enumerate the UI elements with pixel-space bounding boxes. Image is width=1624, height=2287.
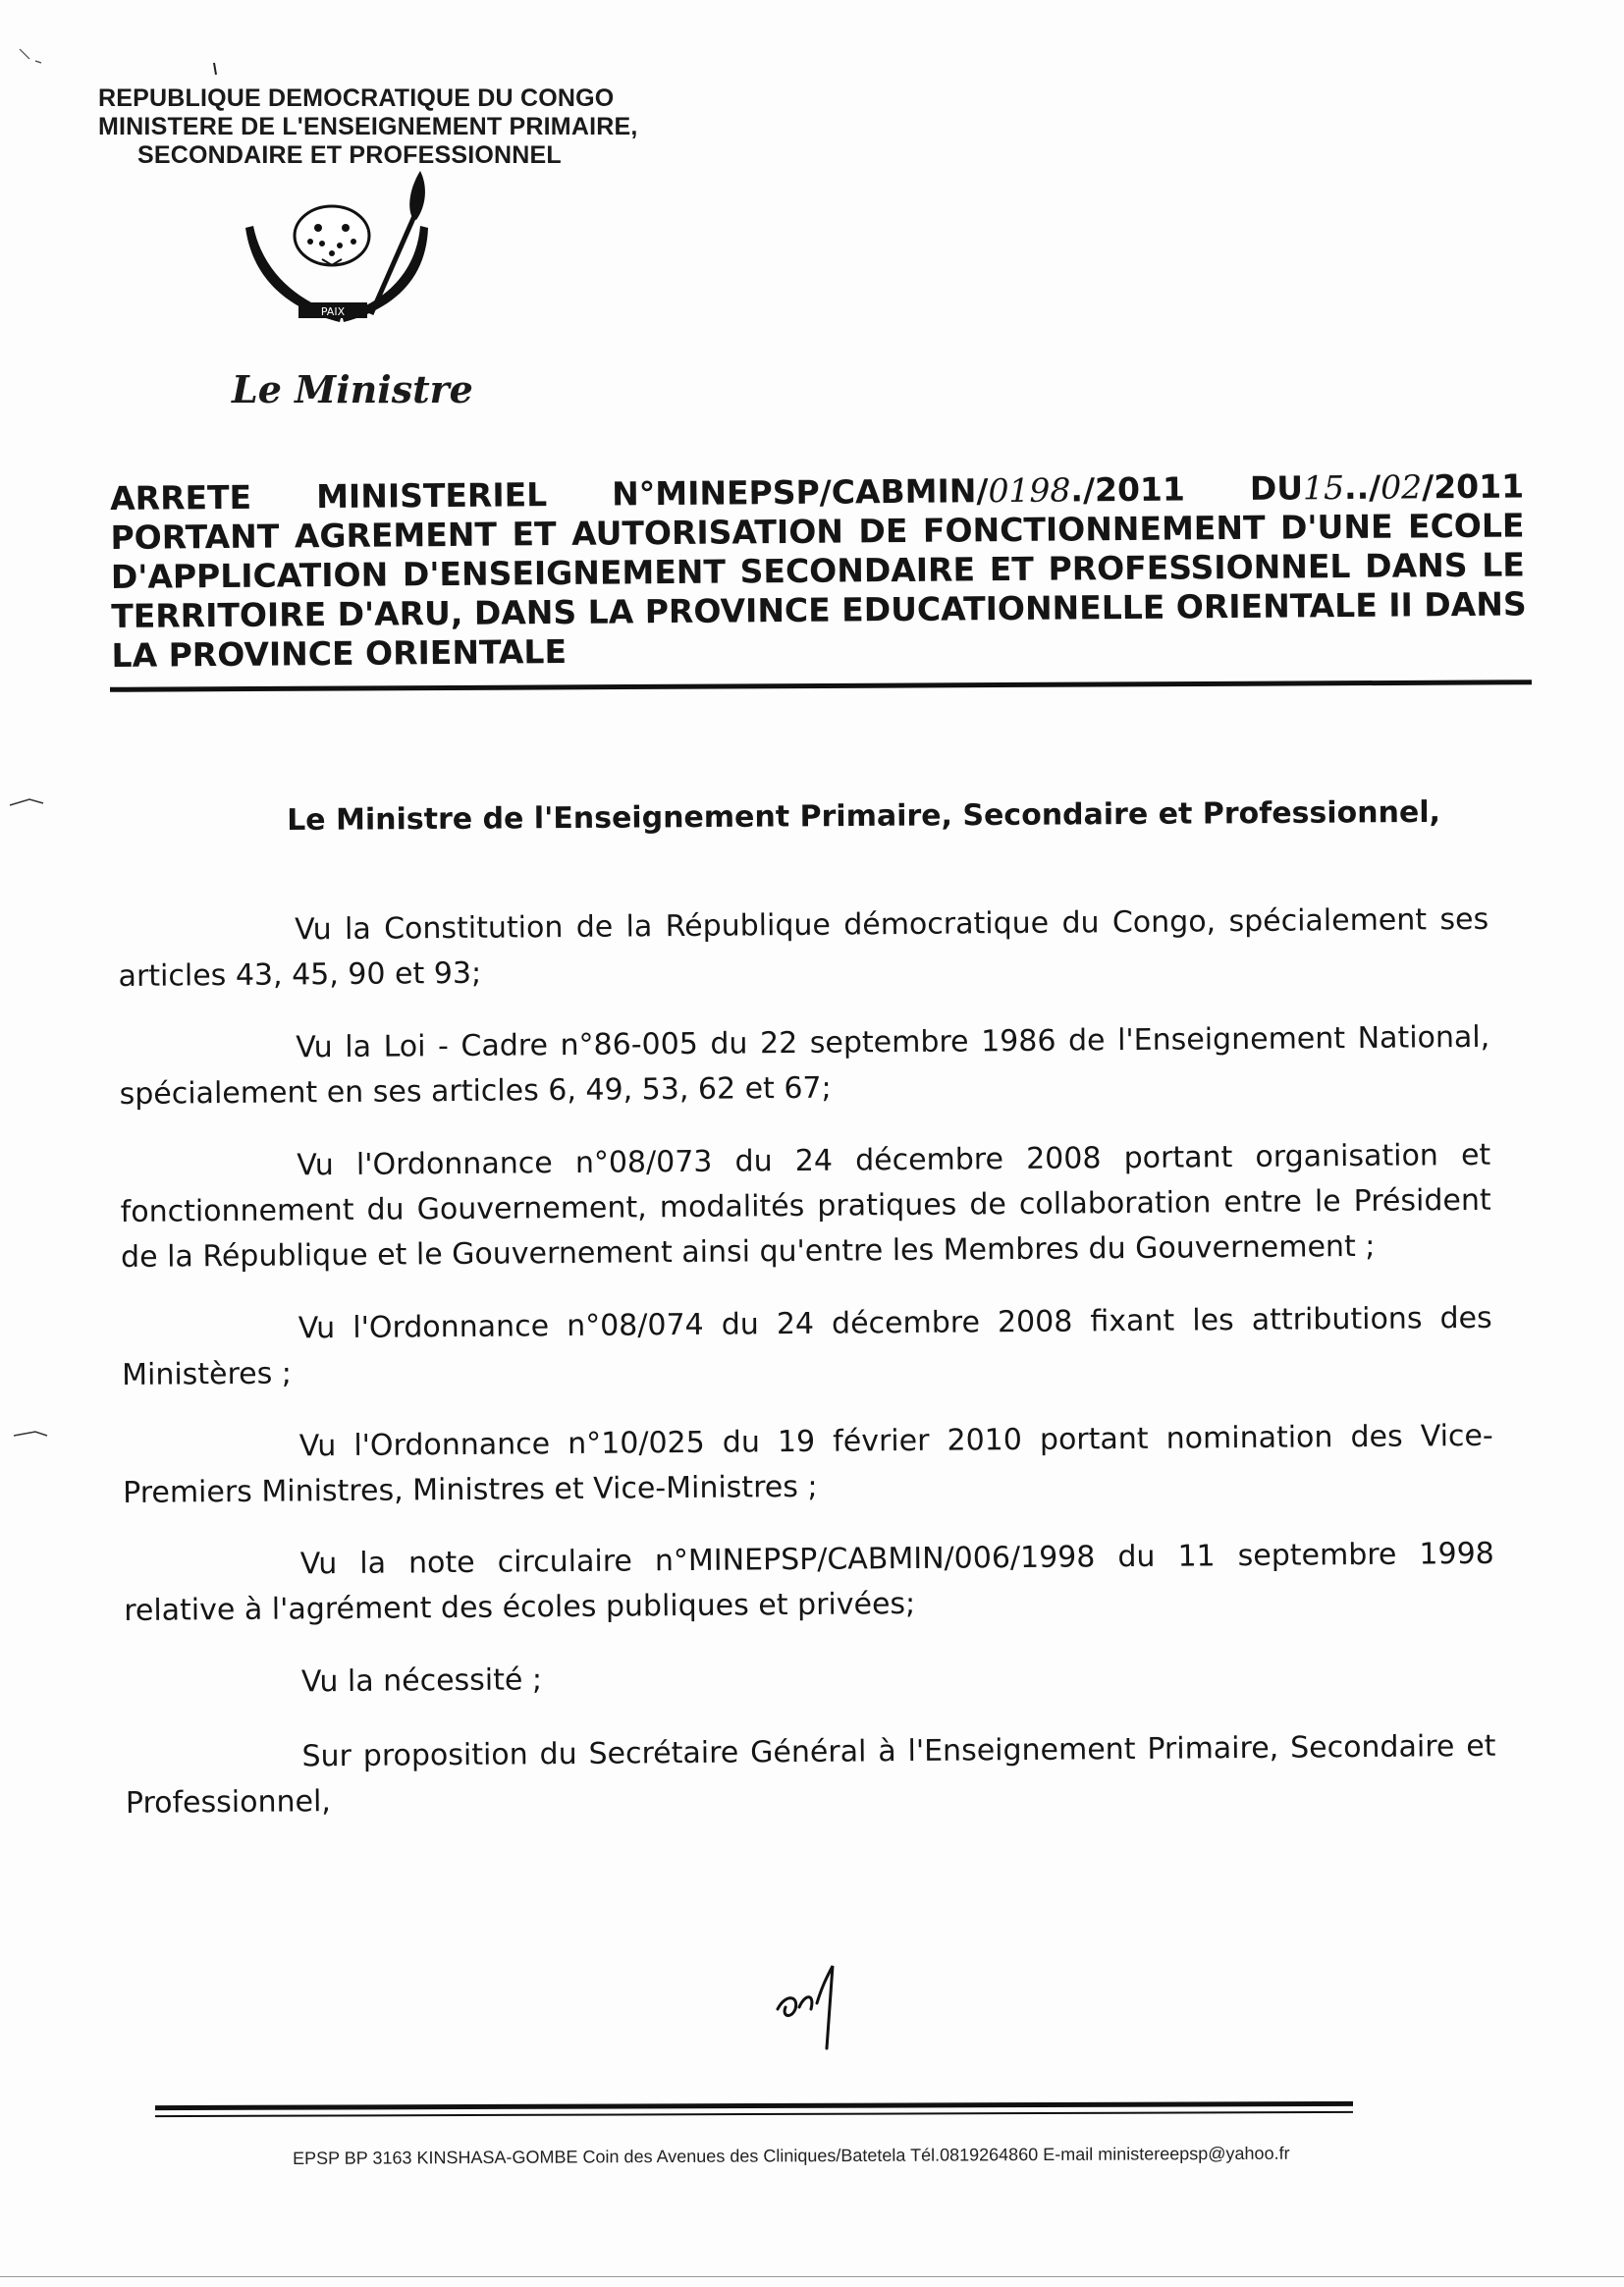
consideration-paragraph: Vu l'Ordonnance n°10/025 du 19 février 2010 portant nomination des Vice-Premiers Ministres, Ministres et Vice-Ministres ; [123, 1418, 1493, 1510]
consideration-paragraph: Vu l'Ordonnance n°08/073 du 24 décembre 2008 portant organisation et fonctionnement du Gouvernement, modalités pratiques de collaboration entre le Président de la République et le Gouvernement ainsi qu'entre les Membres du Gouvernement ; [120, 1137, 1491, 1275]
footer-divider [155, 2101, 1353, 2110]
decree-title-line: LA PROVINCE ORIENTALE [111, 631, 568, 675]
handwritten-month: 02 [1380, 467, 1423, 507]
decree-title-line: TERRITOIRE D'ARU, DANS LA PROVINCE EDUCATIONNELLE ORIENTALE II DANS [111, 584, 1527, 635]
emblem-motto: PAIX [320, 305, 346, 318]
page-edge [0, 2276, 1624, 2277]
handwritten-initials-icon [772, 1964, 840, 2052]
considerations [118, 898, 1496, 1854]
letterhead-ministry: MINISTERE DE L'ENSEIGNEMENT PRIMAIRE, [98, 113, 638, 140]
consideration-paragraph: Vu la nécessité ; [300, 1662, 543, 1700]
letterhead-ministry-cont: SECONDAIRE ET PROFESSIONNEL [137, 141, 562, 169]
letterhead-country: REPUBLIQUE DEMOCRATIQUE DU CONGO [98, 84, 615, 112]
consideration-paragraph: Vu la Loi - Cadre n°86-005 du 22 septembre 1986 de l'Enseignement National, spécialement en ses articles 6, 49, 53, 62 et 67; [119, 1019, 1490, 1112]
decree-number: N°MINEPSP/CABMIN/0198./2011 [612, 469, 1186, 514]
decree-title [110, 466, 1526, 676]
minister-title: Le Ministre [232, 367, 473, 411]
footer-divider-thin [155, 2111, 1353, 2117]
letterhead [98, 84, 638, 170]
handwritten-day: 15 [1302, 468, 1345, 508]
consideration-paragraph: Vu l'Ordonnance n°08/074 du 24 décembre 2008 fixant les attributions des Ministères ; [121, 1300, 1492, 1392]
minister-heading: Le Ministre de l'Enseignement Primaire, Secondaire et Professionnel, [287, 794, 1441, 838]
decree-date: DU15../02/2011 [1249, 466, 1525, 508]
footer-address: EPSP BP 3163 KINSHASA-GOMBE Coin des Avenues des Cliniques/Batetela Tél.0819264860 E-mail ministereepsp@yahoo.fr [293, 2143, 1290, 2168]
consideration-paragraph: Vu la Constitution de la République démocratique du Congo, spécialement ses articles 43, 45, 90 et 93; [118, 901, 1489, 994]
consideration-paragraph: Sur proposition du Secrétaire Général à l'Enseignement Primaire, Secondaire et Professionnel, [125, 1728, 1496, 1821]
coat-of-arms-leopard-icon [224, 167, 446, 332]
consideration-paragraph: Vu la note circulaire n°MINEPSP/CABMIN/006/1998 du 11 septembre 1998 relative à l'agrément des écoles publiques et privées; [124, 1536, 1494, 1628]
title-divider [110, 680, 1532, 692]
decree-word-arrete: ARRETE [110, 477, 252, 517]
handwritten-number: 0198 [988, 470, 1071, 511]
decree-title-line: PORTANT AGREMENT ET AUTORISATION DE FONCTIONNEMENT D'UNE ECOLE [110, 506, 1525, 557]
decree-title-line: D'APPLICATION D'ENSEIGNEMENT SECONDAIRE ET PROFESSIONNEL DANS LE [110, 545, 1525, 596]
decree-word-ministeriel: MINISTERIEL [315, 475, 548, 517]
